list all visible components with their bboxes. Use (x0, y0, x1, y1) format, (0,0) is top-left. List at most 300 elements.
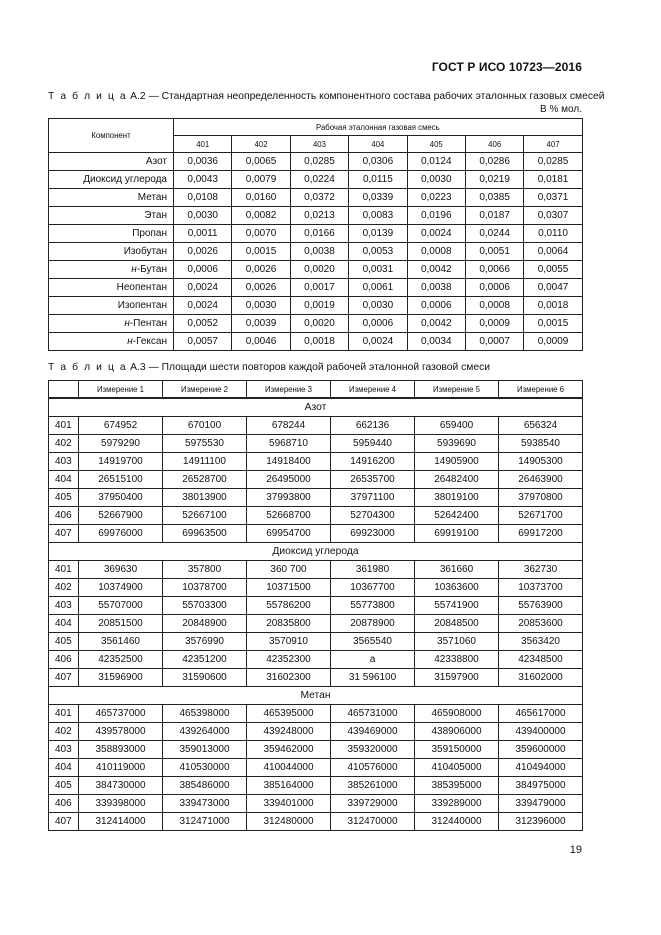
area-cell: 439469000 (331, 723, 415, 741)
table-row (49, 561, 583, 579)
area-cell: 3570910 (247, 633, 331, 651)
area-cell: 42352300 (247, 651, 331, 669)
area-cell: 385395000 (415, 777, 499, 795)
uncertainty-cell: 0,0223 (407, 189, 465, 207)
table-row (49, 705, 583, 723)
mixture-group-header: Рабочая эталонная газовая смесь (174, 119, 583, 136)
area-cell: 42352500 (79, 651, 163, 669)
area-cell: 361980 (331, 561, 415, 579)
area-cell: 52642400 (415, 507, 499, 525)
uncertainty-cell: 0,0006 (407, 297, 465, 315)
area-cell: 52667900 (79, 507, 163, 525)
uncertainty-cell: 0,0030 (349, 297, 407, 315)
uncertainty-cell: 0,0057 (174, 333, 232, 351)
area-cell: 359600000 (499, 741, 583, 759)
area-cell: 439264000 (163, 723, 247, 741)
area-cell: 55786200 (247, 597, 331, 615)
mixture-header-407: 407 (524, 136, 582, 153)
component-name (49, 189, 174, 207)
table-row (49, 813, 583, 831)
table-row (49, 153, 583, 171)
mixture-header-402: 402 (232, 136, 290, 153)
group-name: Азот (49, 398, 583, 417)
area-cell: 5968710 (247, 435, 331, 453)
component-name (49, 297, 174, 315)
uncertainty-cell: 0,0030 (232, 297, 290, 315)
component-label: Изобутан (123, 246, 167, 257)
uncertainty-cell: 0,0011 (174, 225, 232, 243)
mixture-id: 407 (49, 813, 79, 831)
uncertainty-cell: 0,0244 (465, 225, 523, 243)
area-cell: 465617000 (499, 705, 583, 723)
area-cell: 439248000 (247, 723, 331, 741)
table-a2-body (49, 119, 583, 351)
uncertainty-cell: 0,0017 (290, 279, 348, 297)
area-cell: 26528700 (163, 471, 247, 489)
area-cell: 55773800 (331, 597, 415, 615)
component-prefix: н (124, 318, 130, 329)
uncertainty-cell: 0,0031 (349, 261, 407, 279)
uncertainty-cell: 0,0047 (524, 279, 582, 297)
table-row (49, 471, 583, 489)
document-standard-header: ГОСТ Р ИСО 10723—2016 (431, 60, 582, 74)
area-cell: 357800 (163, 561, 247, 579)
area-cell: 52667100 (163, 507, 247, 525)
area-cell: a (331, 651, 415, 669)
mixture-id: 405 (49, 489, 79, 507)
mixture-id: 407 (49, 669, 79, 687)
table-row (49, 777, 583, 795)
uncertainty-cell: 0,0026 (232, 261, 290, 279)
component-prefix: н (131, 264, 137, 275)
area-cell: 20835800 (247, 615, 331, 633)
table-row (49, 315, 583, 333)
measurement-header-4: Измерение 4 (331, 381, 415, 399)
table-a2-label: Т а б л и ц а (48, 91, 128, 102)
area-cell: 31590600 (163, 669, 247, 687)
uncertainty-cell: 0,0219 (465, 171, 523, 189)
table-a3-corner-cell (49, 381, 79, 399)
uncertainty-cell: 0,0006 (465, 279, 523, 297)
uncertainty-cell: 0,0124 (407, 153, 465, 171)
measurement-header-2: Измерение 2 (163, 381, 247, 399)
mixture-id: 403 (49, 597, 79, 615)
uncertainty-cell: 0,0038 (407, 279, 465, 297)
mixture-id: 405 (49, 777, 79, 795)
area-cell: 52704300 (331, 507, 415, 525)
mixture-header-403: 403 (290, 136, 348, 153)
area-cell: 3576990 (163, 633, 247, 651)
area-cell: 410119000 (79, 759, 163, 777)
area-cell: 384730000 (79, 777, 163, 795)
table-a2-caption (48, 91, 605, 102)
component-column-header: Компонент (49, 119, 174, 153)
area-cell: 312440000 (415, 813, 499, 831)
area-cell: 52671700 (499, 507, 583, 525)
area-cell: 14918400 (247, 453, 331, 471)
mixture-id: 402 (49, 579, 79, 597)
area-cell: 5979290 (79, 435, 163, 453)
mixture-id: 402 (49, 723, 79, 741)
area-cell: 26482400 (415, 471, 499, 489)
table-row (49, 171, 583, 189)
area-cell: 42338800 (415, 651, 499, 669)
uncertainty-cell: 0,0015 (232, 243, 290, 261)
uncertainty-cell: 0,0166 (290, 225, 348, 243)
area-cell: 410044000 (247, 759, 331, 777)
component-label: Неопентан (116, 282, 167, 293)
table-a3 (48, 380, 583, 831)
area-cell: 410405000 (415, 759, 499, 777)
uncertainty-cell: 0,0039 (232, 315, 290, 333)
table-row (49, 189, 583, 207)
area-cell: 674952 (79, 417, 163, 435)
area-cell: 38019100 (415, 489, 499, 507)
uncertainty-cell: 0,0307 (524, 207, 582, 225)
uncertainty-cell: 0,0020 (290, 261, 348, 279)
area-cell: 339473000 (163, 795, 247, 813)
uncertainty-cell: 0,0108 (174, 189, 232, 207)
uncertainty-cell: 0,0051 (465, 243, 523, 261)
uncertainty-cell: 0,0115 (349, 171, 407, 189)
table-a2 (48, 118, 583, 351)
uncertainty-cell: 0,0339 (349, 189, 407, 207)
table-row (49, 333, 583, 351)
uncertainty-cell: 0,0306 (349, 153, 407, 171)
area-cell: 37993800 (247, 489, 331, 507)
uncertainty-cell: 0,0030 (407, 171, 465, 189)
measurement-header-5: Измерение 5 (415, 381, 499, 399)
uncertainty-cell: 0,0213 (290, 207, 348, 225)
component-label: Изопентан (117, 300, 167, 311)
component-label: -Бутан (136, 264, 167, 275)
uncertainty-cell: 0,0196 (407, 207, 465, 225)
mixture-id: 403 (49, 453, 79, 471)
component-name (49, 279, 174, 297)
component-prefix: н (127, 336, 133, 347)
uncertainty-cell: 0,0026 (174, 243, 232, 261)
group-name: Метан (49, 687, 583, 705)
uncertainty-cell: 0,0024 (349, 333, 407, 351)
uncertainty-cell: 0,0371 (524, 189, 582, 207)
area-cell: 10363600 (415, 579, 499, 597)
area-cell: 439578000 (79, 723, 163, 741)
area-cell: 52668700 (247, 507, 331, 525)
area-cell: 359150000 (415, 741, 499, 759)
uncertainty-cell: 0,0046 (232, 333, 290, 351)
mixture-id: 406 (49, 507, 79, 525)
uncertainty-cell: 0,0034 (407, 333, 465, 351)
uncertainty-cell: 0,0160 (232, 189, 290, 207)
area-cell: 69963500 (163, 525, 247, 543)
area-cell: 14905300 (499, 453, 583, 471)
area-cell: 55741900 (415, 597, 499, 615)
area-cell: 385164000 (247, 777, 331, 795)
area-cell: 465908000 (415, 705, 499, 723)
uncertainty-cell: 0,0286 (465, 153, 523, 171)
area-cell: 14916200 (331, 453, 415, 471)
area-cell: 359320000 (331, 741, 415, 759)
mixture-id: 401 (49, 561, 79, 579)
component-name (49, 333, 174, 351)
area-cell: 42348500 (499, 651, 583, 669)
table-a3-caption (48, 362, 490, 373)
group-name: Диоксид углерода (49, 543, 583, 561)
area-cell: 69976000 (79, 525, 163, 543)
area-cell: 10374900 (79, 579, 163, 597)
area-cell: 37970800 (499, 489, 583, 507)
area-cell: 438906000 (415, 723, 499, 741)
uncertainty-cell: 0,0065 (232, 153, 290, 171)
measurement-header-6: Измерение 6 (499, 381, 583, 399)
area-cell: 69923000 (331, 525, 415, 543)
area-cell: 359013000 (163, 741, 247, 759)
uncertainty-cell: 0,0008 (465, 297, 523, 315)
table-a3-title: А.3 — Площади шести повторов каждой рабочей эталонной газовой смеси (127, 362, 490, 373)
area-cell: 385486000 (163, 777, 247, 795)
table-row (49, 615, 583, 633)
uncertainty-cell: 0,0019 (290, 297, 348, 315)
component-label: Этан (144, 210, 167, 221)
area-cell: 439400000 (499, 723, 583, 741)
mixture-id: 404 (49, 471, 79, 489)
table-row (49, 225, 583, 243)
area-cell: 312471000 (163, 813, 247, 831)
table-row (49, 489, 583, 507)
measurement-header-1: Измерение 1 (79, 381, 163, 399)
uncertainty-cell: 0,0024 (174, 297, 232, 315)
area-cell: 37971100 (331, 489, 415, 507)
area-cell: 20848500 (415, 615, 499, 633)
area-cell: 339289000 (415, 795, 499, 813)
uncertainty-cell: 0,0066 (465, 261, 523, 279)
uncertainty-cell: 0,0285 (524, 153, 582, 171)
area-cell: 369630 (79, 561, 163, 579)
uncertainty-cell: 0,0079 (232, 171, 290, 189)
area-cell: 339479000 (499, 795, 583, 813)
area-cell: 10378700 (163, 579, 247, 597)
area-cell: 312414000 (79, 813, 163, 831)
area-cell: 5959440 (331, 435, 415, 453)
component-label: Метан (137, 192, 167, 203)
area-cell: 31602300 (247, 669, 331, 687)
measurement-header-3: Измерение 3 (247, 381, 331, 399)
area-cell: 339729000 (331, 795, 415, 813)
table-row (49, 633, 583, 651)
table-a3-label: Т а б л и ц а (48, 362, 128, 373)
area-cell: 20848900 (163, 615, 247, 633)
uncertainty-cell: 0,0385 (465, 189, 523, 207)
mixture-id: 404 (49, 759, 79, 777)
area-cell: 659400 (415, 417, 499, 435)
uncertainty-cell: 0,0024 (174, 279, 232, 297)
area-cell: 5938540 (499, 435, 583, 453)
area-cell: 410576000 (331, 759, 415, 777)
uncertainty-cell: 0,0187 (465, 207, 523, 225)
uncertainty-cell: 0,0224 (290, 171, 348, 189)
uncertainty-cell: 0,0026 (232, 279, 290, 297)
area-cell: 26463900 (499, 471, 583, 489)
area-cell: 42351200 (163, 651, 247, 669)
table-a3-body (49, 381, 583, 831)
area-cell: 662136 (331, 417, 415, 435)
uncertainty-cell: 0,0036 (174, 153, 232, 171)
mixture-id: 403 (49, 741, 79, 759)
area-cell: 678244 (247, 417, 331, 435)
area-cell: 339398000 (79, 795, 163, 813)
group-row (49, 543, 583, 561)
area-cell: 5975530 (163, 435, 247, 453)
mixture-id: 405 (49, 633, 79, 651)
table-row (49, 261, 583, 279)
uncertainty-cell: 0,0018 (524, 297, 582, 315)
table-row (49, 741, 583, 759)
mixture-id: 407 (49, 525, 79, 543)
table-row (49, 243, 583, 261)
uncertainty-cell: 0,0030 (174, 207, 232, 225)
uncertainty-cell: 0,0064 (524, 243, 582, 261)
area-cell: 26515100 (79, 471, 163, 489)
mixture-id: 406 (49, 651, 79, 669)
component-label: -Гексан (132, 336, 167, 347)
uncertainty-cell: 0,0009 (524, 333, 582, 351)
uncertainty-cell: 0,0181 (524, 171, 582, 189)
mixture-id: 402 (49, 435, 79, 453)
uncertainty-cell: 0,0009 (465, 315, 523, 333)
uncertainty-cell: 0,0055 (524, 261, 582, 279)
area-cell: 312470000 (331, 813, 415, 831)
uncertainty-cell: 0,0008 (407, 243, 465, 261)
component-name (49, 153, 174, 171)
uncertainty-cell: 0,0070 (232, 225, 290, 243)
area-cell: 362730 (499, 561, 583, 579)
table-row (49, 525, 583, 543)
area-cell: 55763900 (499, 597, 583, 615)
area-cell: 10367700 (331, 579, 415, 597)
mixture-header-404: 404 (349, 136, 407, 153)
area-cell: 410530000 (163, 759, 247, 777)
uncertainty-cell: 0,0110 (524, 225, 582, 243)
uncertainty-cell: 0,0082 (232, 207, 290, 225)
area-cell: 14919700 (79, 453, 163, 471)
area-cell: 3565540 (331, 633, 415, 651)
area-cell: 3561460 (79, 633, 163, 651)
table-row (49, 207, 583, 225)
table-row (49, 651, 583, 669)
area-cell: 359462000 (247, 741, 331, 759)
table-row (49, 453, 583, 471)
area-cell: 465731000 (331, 705, 415, 723)
table-row (49, 795, 583, 813)
table-row (49, 759, 583, 777)
area-cell: 312396000 (499, 813, 583, 831)
uncertainty-cell: 0,0006 (349, 315, 407, 333)
table-row (49, 669, 583, 687)
area-cell: 69919100 (415, 525, 499, 543)
component-label: -Пентан (129, 318, 167, 329)
area-cell: 20851500 (79, 615, 163, 633)
area-cell: 31602000 (499, 669, 583, 687)
area-cell: 670100 (163, 417, 247, 435)
area-cell: 3571060 (415, 633, 499, 651)
uncertainty-cell: 0,0053 (349, 243, 407, 261)
area-cell: 20878900 (331, 615, 415, 633)
mixture-id: 404 (49, 615, 79, 633)
component-name (49, 261, 174, 279)
table-a3-header-row (49, 381, 583, 399)
uncertainty-cell: 0,0042 (407, 315, 465, 333)
component-name (49, 225, 174, 243)
area-cell: 410494000 (499, 759, 583, 777)
area-cell: 5939690 (415, 435, 499, 453)
area-cell: 465395000 (247, 705, 331, 723)
uncertainty-cell: 0,0020 (290, 315, 348, 333)
area-cell: 10373700 (499, 579, 583, 597)
uncertainty-cell: 0,0007 (465, 333, 523, 351)
page-number: 19 (569, 844, 582, 856)
group-row (49, 398, 583, 417)
area-cell: 26535700 (331, 471, 415, 489)
uncertainty-cell: 0,0018 (290, 333, 348, 351)
uncertainty-cell: 0,0024 (407, 225, 465, 243)
area-cell: 312480000 (247, 813, 331, 831)
uncertainty-cell: 0,0043 (174, 171, 232, 189)
table-row (49, 435, 583, 453)
area-cell: 69954700 (247, 525, 331, 543)
uncertainty-cell: 0,0038 (290, 243, 348, 261)
component-name (49, 207, 174, 225)
uncertainty-cell: 0,0139 (349, 225, 407, 243)
uncertainty-cell: 0,0006 (174, 261, 232, 279)
area-cell: 358893000 (79, 741, 163, 759)
table-row (49, 507, 583, 525)
uncertainty-cell: 0,0042 (407, 261, 465, 279)
table-row (49, 723, 583, 741)
area-cell: 20853600 (499, 615, 583, 633)
mixture-header-406: 406 (465, 136, 523, 153)
area-cell: 26495000 (247, 471, 331, 489)
area-cell: 31596900 (79, 669, 163, 687)
area-cell: 55707000 (79, 597, 163, 615)
component-name (49, 243, 174, 261)
uncertainty-cell: 0,0372 (290, 189, 348, 207)
table-row (49, 417, 583, 435)
uncertainty-cell: 0,0285 (290, 153, 348, 171)
area-cell: 10371500 (247, 579, 331, 597)
component-label: Азот (145, 156, 167, 167)
area-cell: 339401000 (247, 795, 331, 813)
table-a2-header-row (49, 119, 583, 136)
area-cell: 14905900 (415, 453, 499, 471)
uncertainty-cell: 0,0052 (174, 315, 232, 333)
table-row (49, 579, 583, 597)
uncertainty-cell: 0,0083 (349, 207, 407, 225)
mixture-id: 406 (49, 795, 79, 813)
area-cell: 465737000 (79, 705, 163, 723)
table-row (49, 597, 583, 615)
area-cell: 361660 (415, 561, 499, 579)
table-a2-unit: В % мол. (540, 104, 582, 115)
uncertainty-cell: 0,0015 (524, 315, 582, 333)
table-row (49, 297, 583, 315)
mixture-id: 401 (49, 417, 79, 435)
mixture-header-405: 405 (407, 136, 465, 153)
group-row (49, 687, 583, 705)
area-cell: 55703300 (163, 597, 247, 615)
component-label: Пропан (132, 228, 167, 239)
table-a2-title: А.2 — Стандартная неопределенность компонентного состава рабочих эталонных газовых смесей (127, 91, 605, 102)
mixture-id: 401 (49, 705, 79, 723)
